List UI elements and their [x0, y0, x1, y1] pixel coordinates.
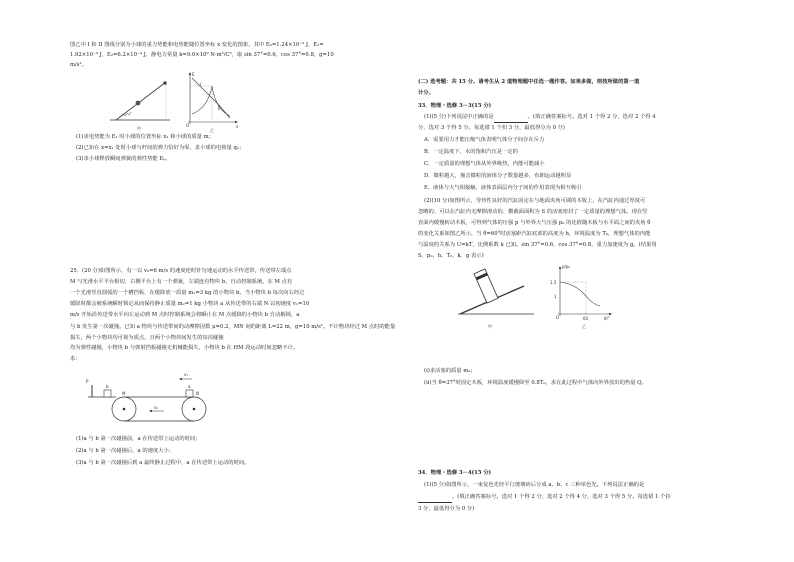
fig1-curve-ii: II — [218, 106, 221, 111]
incline-figure — [110, 81, 170, 131]
q33-part1-prefix: (1)(5 分)下列说法中正确的是 — [424, 114, 494, 120]
q33-part2-line3: 直面内缓慢转动木板，可得到气体的压强 p 与外界大气压强 p₀ 的比值随木板与水平面之间的夹角 θ — [418, 220, 651, 226]
q25-line-3: 一个光滑竖直圆弧的一个槽挡板，在缓降放一质量 m₁=3 kg 的小物块 b。当小物块 b 每次向右经过 — [70, 290, 305, 296]
fig3-label-a: 甲 — [488, 324, 492, 329]
q33-part2-line2: 忽略的、可以在汽缸内无摩擦滑动的、横截面面积为 S 的活塞密封了一定质量的理想气体。现在竖 — [418, 209, 648, 215]
fig2-label-v0: v₀ — [154, 405, 158, 410]
q25-line-5: m/s 开始沿传送带水平向左运动到 M 点时控制系统会将瞬止在 M 点缓降的小物块 b 自动解锁，a — [70, 312, 300, 318]
fig1-label-a: 甲 — [137, 126, 141, 131]
q33-part2-line1: (2)(10 分)如图所示，导热性良好的汽缸固定在与地面夹角可调的木板上，在汽缸内通过厚度可 — [424, 198, 646, 204]
section-note-line-1: (二) 选考题：共 15 分。请考生从 2 道物理题中任选一题作答。如果多做，则按所做的第一道 — [418, 79, 640, 85]
cylinder-figure — [458, 269, 534, 329]
q34-answer-blank — [418, 496, 452, 503]
intro-line-2: 1.92×10⁻³ J，E₂=6.2×10⁻⁴ J，静电力常量 k=9.0×10⁹ N·m²/C²，取 sin 37°=0.6，cos 37°=0.8，g=10 — [70, 52, 334, 58]
q34-part1-line1: (1)(5 分)如图所示，一束复色光经平行玻璃砖后分成 a、b、c 三种单色光。下列说法正确的是 — [424, 482, 645, 488]
q25-line-2: M 与光滑水平平台相切，右侧平台上有一个弹簧，左端连有物块 b，自动控制系统。在 M 点有 — [70, 279, 293, 285]
q33-option-a: A．需要用力才能压缩气体表明气体分子间存在斥力 — [424, 137, 545, 143]
fig3-value-1-5: 1.5 — [550, 280, 557, 285]
q33-part1-line1 — [418, 113, 748, 123]
q33-part2-line5: 与温度的关系为 U=kT，比例系数 k 已知。sin 37°=0.6，cos 37°=0.8，重力加速度为 g。(结果用 — [418, 242, 657, 248]
fig3-value-1: 1 — [554, 294, 557, 299]
q33-option-c: C．一定质量的理想气体从外界吸热，内能可能减小 — [424, 161, 545, 167]
q34-part1-line2 — [418, 493, 742, 503]
intro-line-3: m/s²。 — [70, 62, 87, 68]
fig3-axis-t: θ/° — [604, 316, 610, 321]
q25-part-3: (3)a 与 b 第一次碰撞后到 a 最终静止过程中，a 在传送带上运动的时间。 — [76, 460, 250, 466]
fig1-axis-x: x — [236, 124, 239, 129]
fig3-axis-y: p/p₀ — [562, 264, 571, 269]
q34-part1-line2-text: 。(填正确答案标号。选对 1 个得 2 分，选对 2 个得 4 分，选对 3 个得 5 分。每选错 1 个扣 — [452, 494, 671, 500]
q33-title: 33．物理・选修 3－3(15 分) — [418, 103, 492, 109]
q33-sub-i: (i)求活塞的质量 m₀； — [424, 368, 476, 374]
q25-line-7: 均为弹性碰撞，小物块 b 与弹射挡板碰撞无机械能损失，小物块 b 在 HM 段运动时间忽略不计。 — [70, 345, 299, 351]
q25-line-6: 与 b 发生第一次碰撞。已知 a 物块与传送带间的动摩擦因数 μ=0.2，MN 间的距离 L=22 m，g=10 m/s²。不计物块经过 M 点时的能量损失，两个小物块均可视为质点，且两个小物块间发生的每次碰撞 — [70, 324, 396, 341]
fig1-curve-i: I — [200, 82, 202, 87]
q25-line-8: 求： — [70, 356, 81, 362]
fig2-label-m: M — [122, 391, 126, 396]
q25-part-1: (1)a 与 b 第一次碰撞前，a 在传送带上运动的时间； — [76, 436, 201, 442]
q33-option-b: B．一定温度下，水的饱和汽压是一定的 — [424, 149, 518, 155]
q33-answer-blank — [494, 116, 528, 123]
q34-title: 34．物理・选修 3－4(15 分) — [418, 470, 492, 476]
fig2-label-a: a — [188, 384, 191, 389]
fig1-axis-e: E — [192, 72, 195, 77]
section-note-line-2: 计分。 — [418, 90, 434, 96]
q33-sub-ii: (ii)当 θ=37°时固定木板，环境温度缓慢降至 0.8T₀，求在此过程中气体向外界放出的热量 Q。 — [424, 380, 647, 386]
fig3-origin: O — [556, 315, 560, 320]
q33-part1-suffix: 。(填正确答案标号。选对 1 个得 2 分，选对 2 个得 4 — [527, 114, 656, 120]
figure-incline-and-energy-graph — [108, 70, 248, 134]
fig2-label-b: b — [106, 384, 109, 389]
fig1-origin: O — [186, 123, 190, 128]
q34-part1-line3: 3 分，最低得分为 0 分) — [418, 506, 475, 512]
intro-line-1: 图乙中 I 和 II 图线分别为小球的重力势能和电势能随位置坐标 x 变化的图象，其中 E₀=1.24×10⁻³ J，E₁= — [70, 42, 324, 48]
fig3-label-b: 乙 — [582, 324, 586, 329]
fig1-label-b: 乙 — [210, 128, 214, 133]
pressure-graph — [550, 264, 612, 329]
q24-part-2: (2)已知在 x=x₁ 处时小球与杆间的弹力恰好为零，求小球的电荷量 q₂； — [76, 145, 245, 151]
fig2-label-p: P — [86, 379, 89, 384]
energy-graph — [186, 72, 239, 133]
q24-part-1: (1)求电势能为 E₁ 时小球的位置坐标 x₁ 和小球的质量 m； — [76, 134, 214, 140]
q25-line-1: 25．(20 分)如图所示，有一以 v₀=6 m/s 的速度逆时针匀速运动的水平传送带，传送带左端点 — [70, 268, 292, 274]
fig2-label-v1: v₁ — [184, 372, 188, 377]
q33-option-e: E．液体与大气相接触，液体表面层内分子间的作用表现为相互吸引 — [424, 185, 582, 191]
q33-part2-line6: S、p₀、h、T₀、k、g 表示) — [418, 253, 484, 259]
fig3-value-60: 60 — [583, 316, 589, 321]
q33-part1-line2: 分，选对 3 个得 5 分。每选错 1 个扣 3 分，最低得分为 0 分) — [418, 125, 565, 131]
q24-part-3: (3)求小球释放瞬间弹簧的弹性势能 Eₚ。 — [76, 156, 171, 162]
figure-conveyor-belt — [84, 365, 214, 435]
q33-option-d: D．微粒越大，撞击微粒的液体分子数量越多，布朗运动越明显 — [424, 173, 572, 179]
q25-line-4: 缓降时都会被系统瞬时锁定从而保持静止质量 m₂=1 kg 小物块 a 从传送带的右端 N 以初速度 v₁=10 — [70, 301, 310, 307]
fig2-label-n: N — [196, 391, 199, 396]
q25-part-2: (2)a 与 b 第一次碰撞后，a 的速度大小； — [76, 448, 175, 454]
q33-part2-line4: 的变化关系如图乙所示，当 θ=60°时活塞距汽缸底部的高度为 h，环境温度为 T₀，理想气体的内能 — [418, 231, 651, 237]
figure-cylinder-and-pressure-graph — [458, 262, 618, 332]
